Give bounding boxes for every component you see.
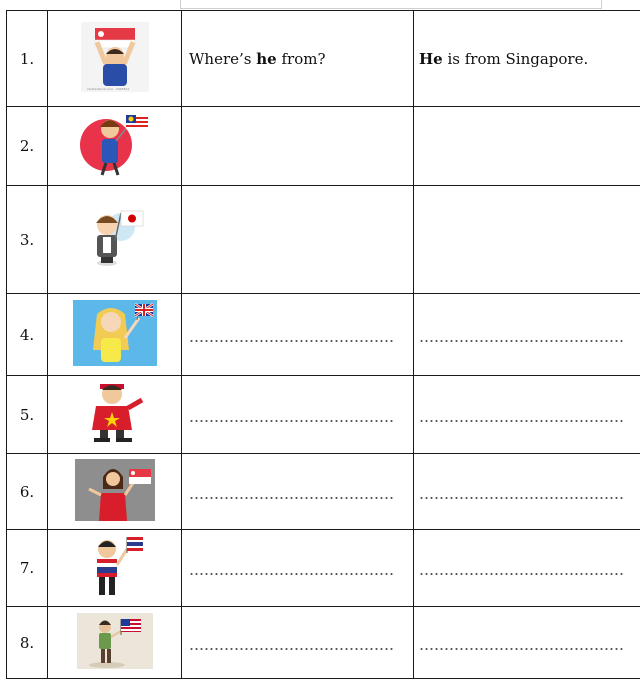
answer-blank-line[interactable] [419,331,624,343]
table-row [7,530,640,607]
question-cell [182,11,414,107]
girl-singapore-flag-icon [75,459,155,521]
row-number: 6. [7,454,48,530]
table-row [7,294,640,376]
question-cell [182,454,414,530]
answer-blank-line[interactable] [189,331,394,343]
answer-text: is from Singapore. [442,49,589,68]
exercise-table [6,10,640,679]
girl-malaysia-flag-icon [78,109,152,179]
question-cell [182,294,414,376]
answer-blank-line[interactable] [419,488,624,500]
answer-blank-line[interactable] [189,639,394,651]
question-text-end: from? [276,49,326,68]
picture-cell [48,107,182,186]
answer-cell [414,376,640,454]
girl-usa-flag-icon [77,613,153,669]
answer-blank-line[interactable] [419,411,624,423]
answer-blank-line[interactable] [189,488,394,500]
row-number: 3. [7,186,48,294]
page-edge-marker [180,0,602,9]
answer-cell [414,186,640,294]
table-row [7,376,640,454]
svg-text:shutterstock.com · 0495521: shutterstock.com · 0495521 [86,86,129,91]
answer-blank-line[interactable] [189,411,394,423]
answer-cell [414,11,640,107]
answer-cell [414,607,640,679]
row-number: 1. [7,11,48,107]
question-cell [182,530,414,607]
picture-cell [48,530,182,607]
answer-cell [414,530,640,607]
answer-cell [414,107,640,186]
picture-cell [48,294,182,376]
row-number: 7. [7,530,48,607]
question-pronoun: he [256,49,277,68]
table-row [7,11,640,107]
boy-thailand-flag-icon [85,535,145,597]
answer-pronoun: He [419,49,443,68]
boy-singapore-flag-icon [81,22,149,92]
question-text: Where’s [189,49,257,68]
boy-japan-flag-icon [83,207,147,269]
picture-cell [48,376,182,454]
row-number: 5. [7,376,48,454]
table-row [7,107,640,186]
question-cell [182,186,414,294]
girl-uk-flag-icon [73,300,157,366]
picture-cell [48,186,182,294]
row-number: 4. [7,294,48,376]
table-row [7,607,640,679]
answer-cell [414,294,640,376]
answer-cell [414,454,640,530]
answer-blank-line[interactable] [419,564,624,576]
answer-blank-line[interactable] [419,639,624,651]
answer-blank-line[interactable] [189,564,394,576]
boy-vietnam-flag-icon [84,380,146,446]
row-number: 2. [7,107,48,186]
row-number: 8. [7,607,48,679]
table-row [7,454,640,530]
picture-cell [48,607,182,679]
picture-cell [48,11,182,107]
question-cell [182,107,414,186]
picture-cell [48,454,182,530]
question-cell [182,607,414,679]
question-cell [182,376,414,454]
table-row [7,186,640,294]
